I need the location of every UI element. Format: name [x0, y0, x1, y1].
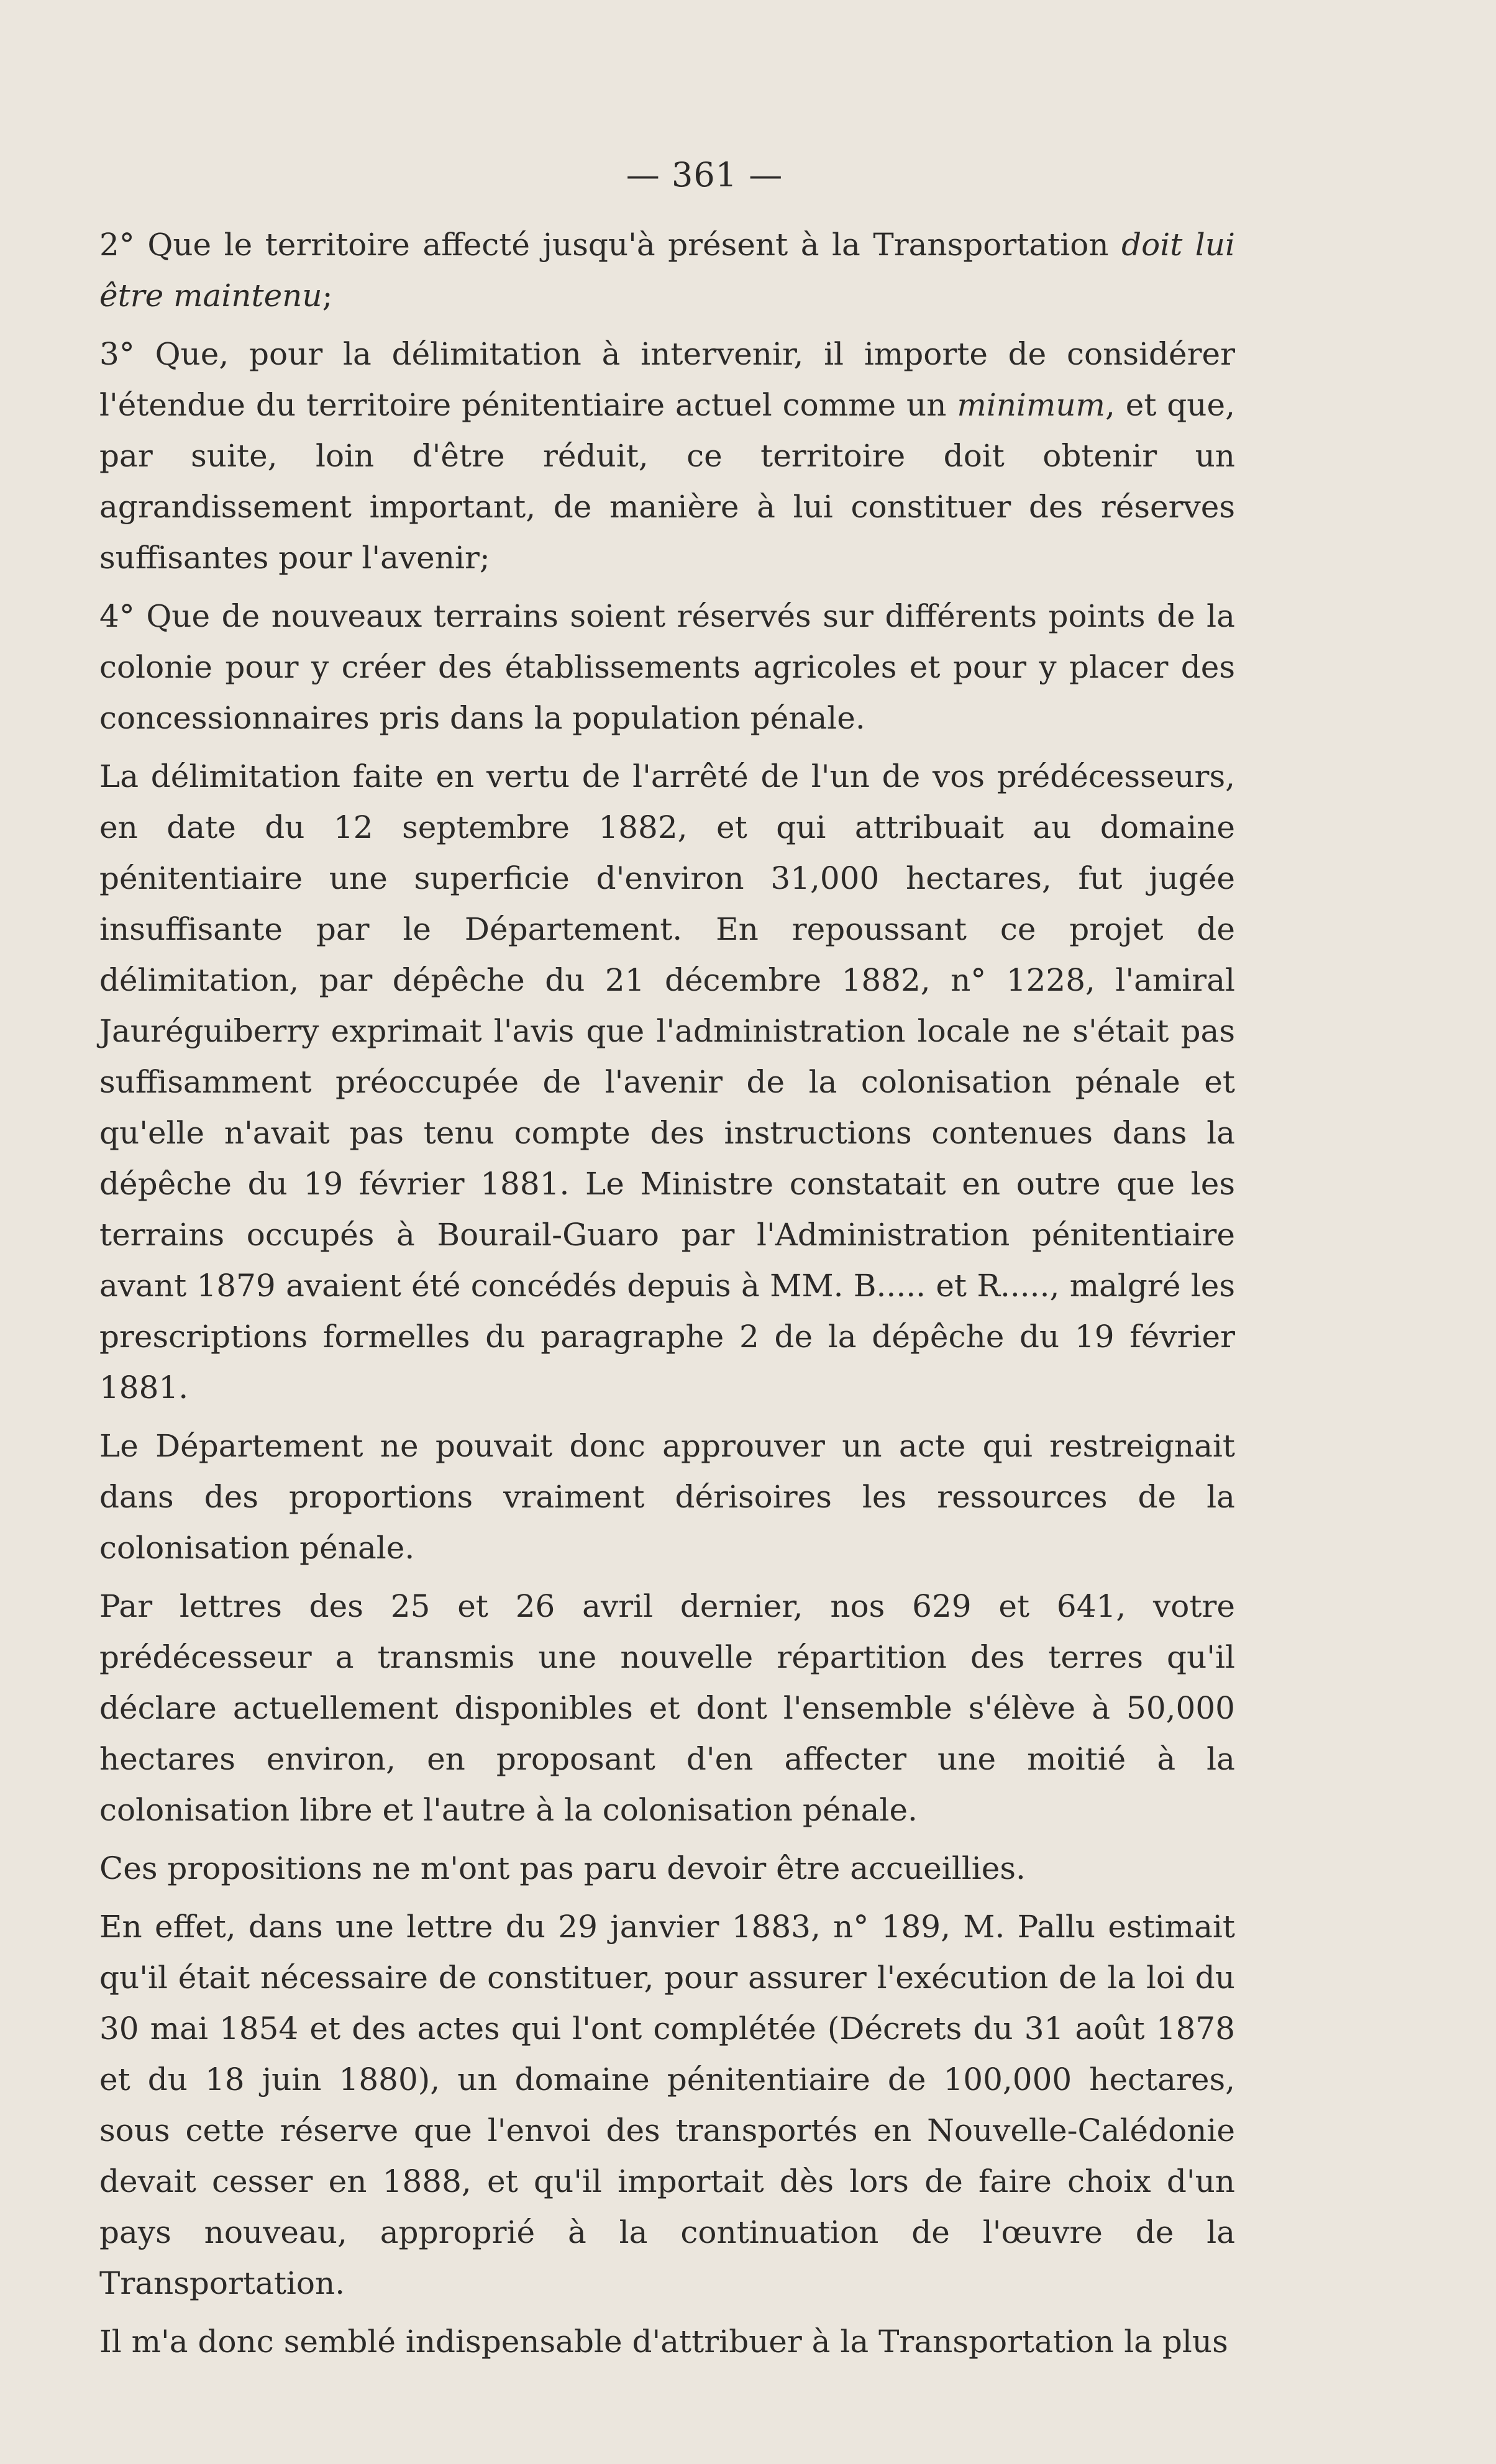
paragraph-7: Ces propositions ne m'ont pas paru devoir être accueillies. — [99, 1850, 1026, 1886]
paragraph-6: Par lettres des 25 et 26 avril dernier, nos 629 et 641, votre prédécesseur a transmis une nouvelle répartition des terres qu'il déclare actuellement disponibles et dont l'ensemble s'élève à 50,000 hectares environ, en proposant d'en affecter une moitié à la colonisation libre et l'autre à la colonisation pénale. — [99, 1588, 1235, 1828]
paragraph-2-text: 3° Que, pour la délimitation à intervenir, il importe de considérer l'étendue du territoire pénitentiaire actuel comme un — [99, 336, 1235, 423]
paragraph-1-emphasis: doit lui être maintenu — [99, 227, 1235, 314]
paragraph-3: 4° Que de nouveaux terrains soient réservés sur différents points de la colonie pour y créer des établissements agricoles et pour y placer des concessionnaires pris dans la population pénale. — [99, 598, 1235, 736]
body-text — [99, 219, 1235, 2367]
paragraph-1-end: ; — [322, 278, 333, 314]
page-number: — 361 — — [626, 155, 783, 194]
paragraph-5: Le Département ne pouvait donc approuver un acte qui restreignait dans des proportions vraiment dérisoires les ressources de la colonisation pénale. — [99, 1428, 1235, 1566]
paragraph-9: Il m'a donc semblé indispensable d'attribuer à la Transportation la plus — [99, 2324, 1228, 2360]
paragraph-1-text: 2° Que le territoire affecté jusqu'à présent à la Transportation — [99, 227, 1122, 263]
paragraph-1 — [99, 219, 1235, 321]
paragraph-8: En effet, dans une lettre du 29 janvier 1883, n° 189, M. Pallu estimait qu'il était nécessaire de constituer, pour assurer l'exécution de la loi du 30 mai 1854 et des actes qui l'ont complétée (Décrets du 31 août 1878 et du 18 juin 1880), un domaine pénitentiaire de 100,000 hectares, sous cette réserve que l'envoi des transportés en Nouvelle-Calédonie devait cesser en 1888, et qu'il importait dès lors de faire choix d'un pays nouveau, approprié à la continuation de l'œuvre de la Transportation. — [99, 1909, 1235, 2301]
paragraph-4: La délimitation faite en vertu de l'arrêté de l'un de vos prédécesseurs, en date du 12 septembre 1882, et qui attribuait au domaine pénitentiaire une superficie d'environ 31,000 hectares, fut jugée insuffisante par le Département. En repoussant ce projet de délimitation, par dépêche du 21 décembre 1882, n° 1228, l'amiral Jauréguiberry exprimait l'avis que l'administration locale ne s'était pas suffisamment préoccupée de l'avenir de la colonisation pénale et qu'elle n'avait pas tenu compte des instructions contenues dans la dépêche du 19 février 1881. Le Ministre constatait en outre que les terrains occupés à Bourail-Guaro par l'Administration pénitentiaire avant 1879 avaient été concédés depuis à MM. B..... et R....., malgré les prescriptions formelles du paragraphe 2 de la dépêche du 19 février 1881. — [99, 758, 1235, 1406]
paragraph-2-emphasis: minimum — [957, 387, 1105, 423]
paragraph-2 — [99, 329, 1235, 583]
paragraph-2-end: , et que, par suite, loin d'être réduit, ce territoire doit obtenir un agrandissement important, de manière à lui constituer des réserves suffisantes pour l'avenir; — [99, 387, 1235, 576]
